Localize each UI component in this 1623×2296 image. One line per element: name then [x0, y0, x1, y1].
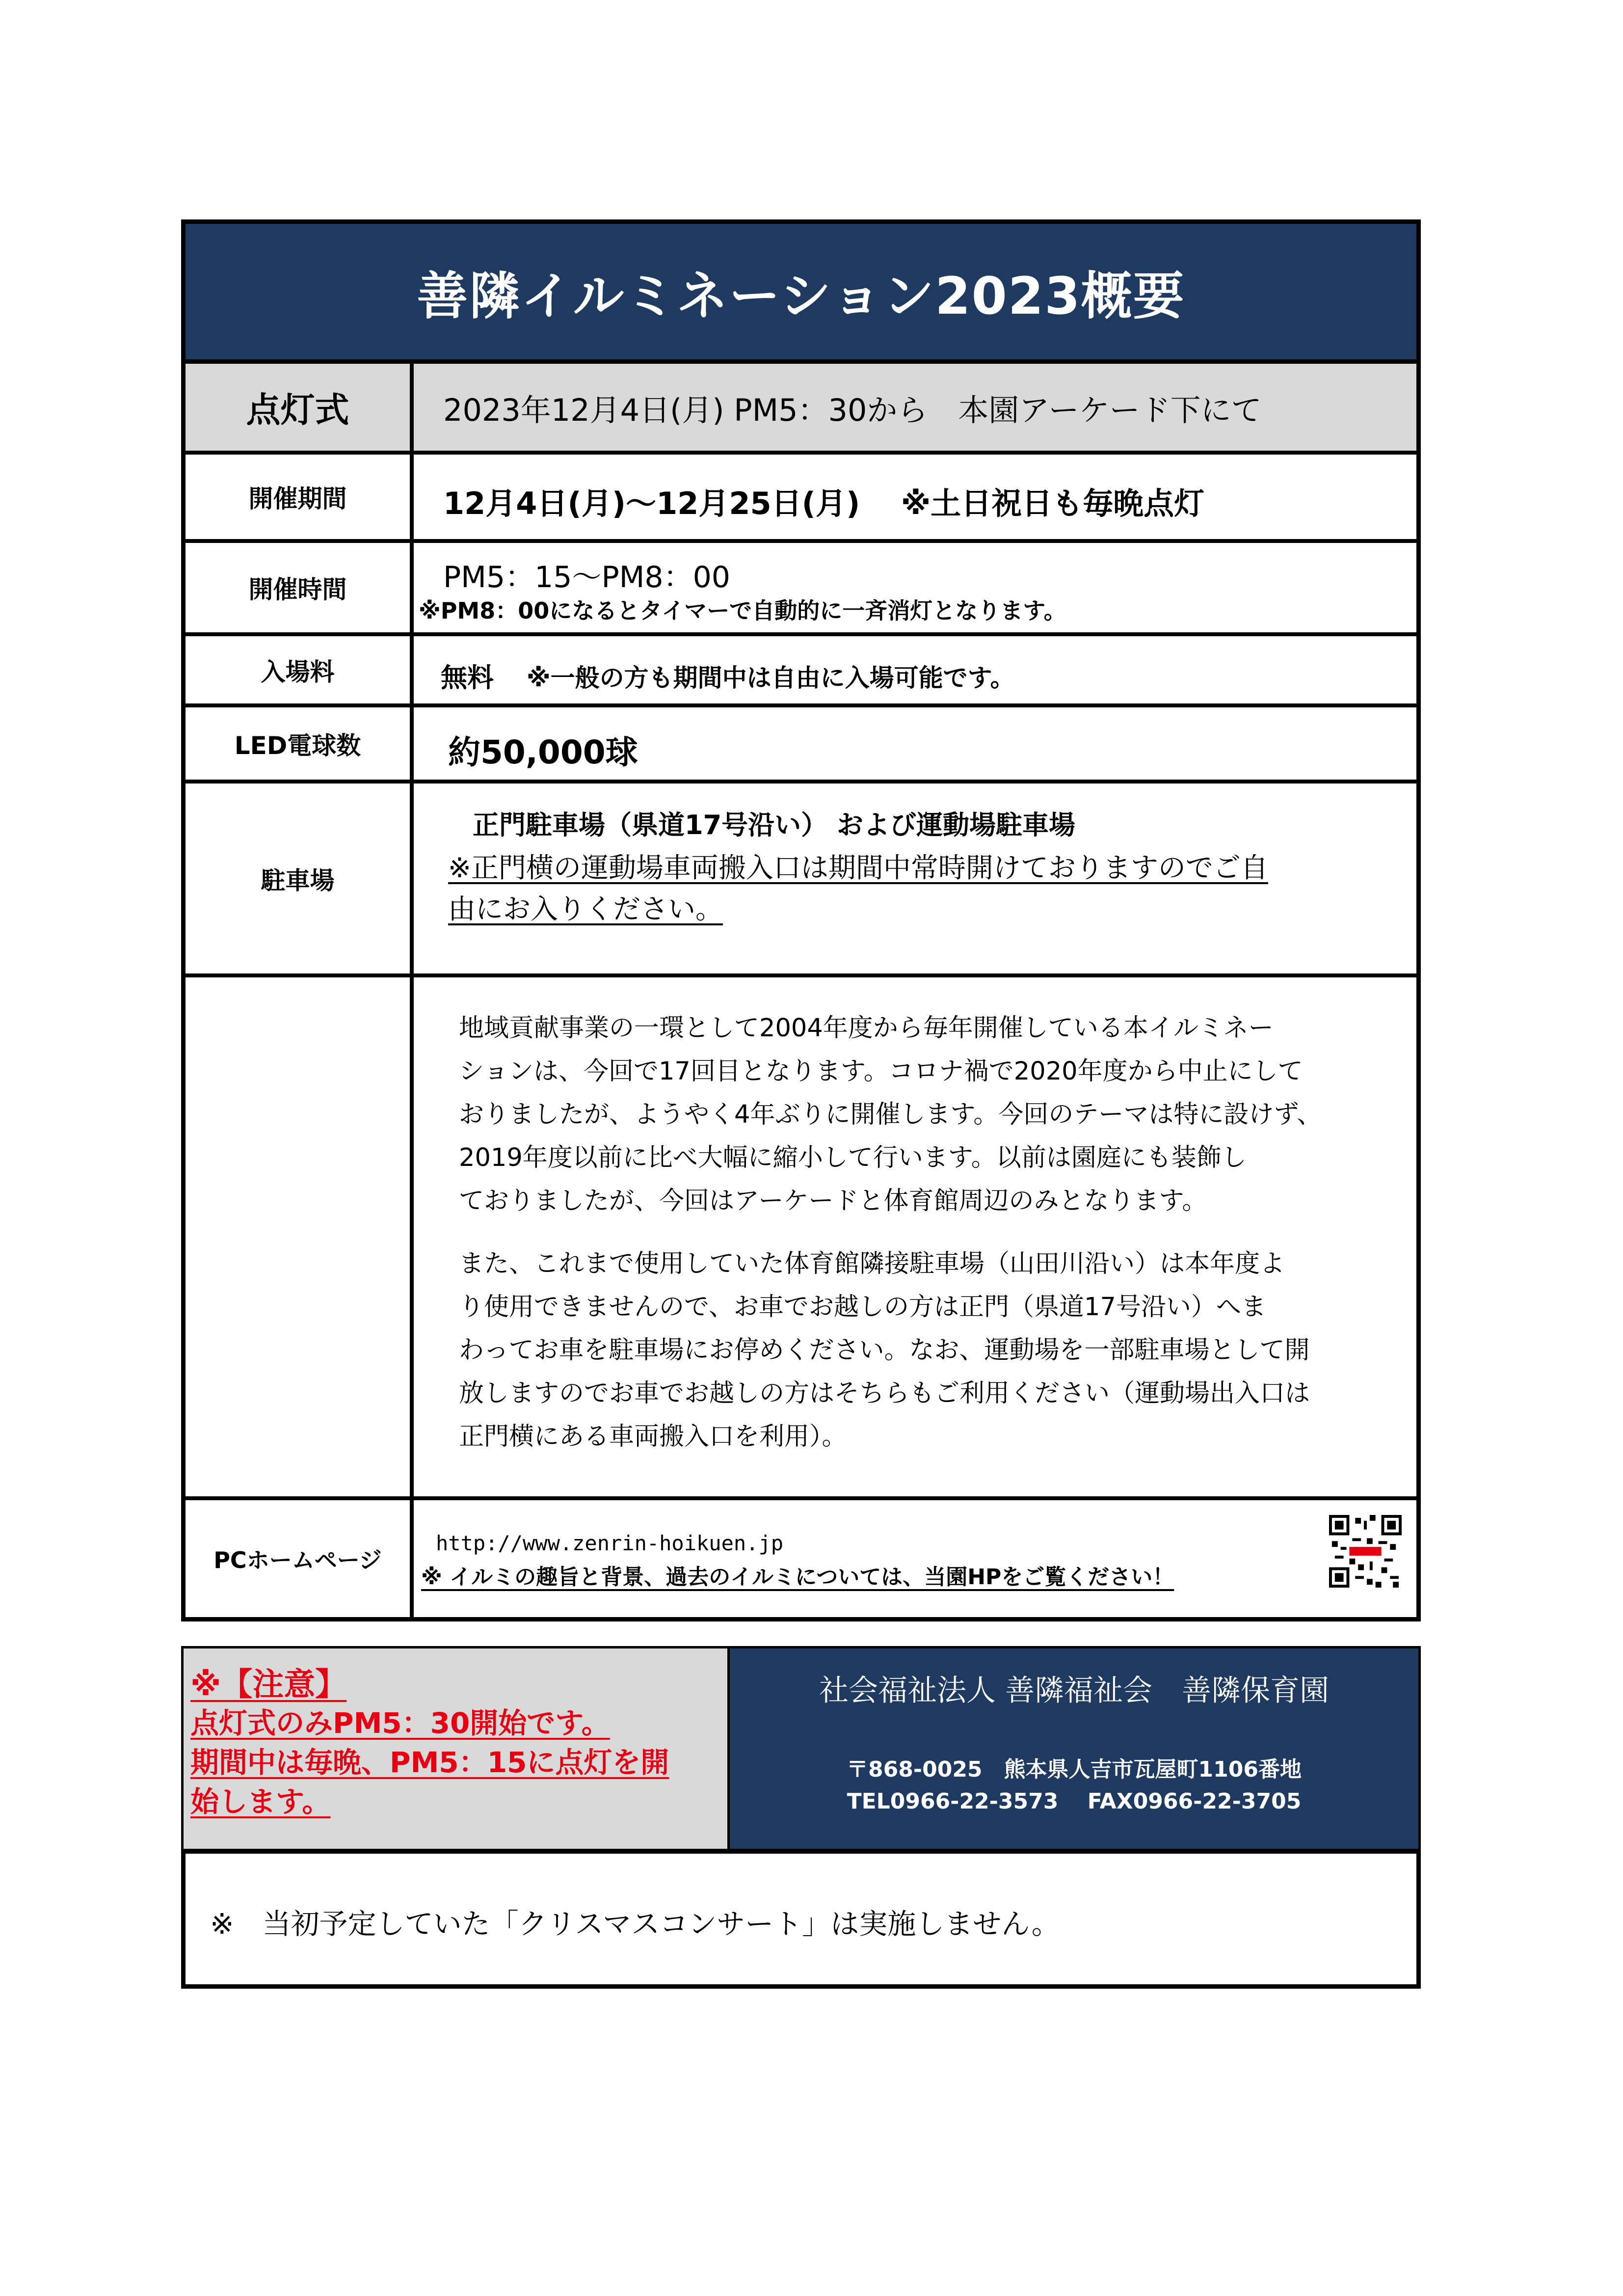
- fee-label: 入場料: [186, 636, 414, 703]
- parking-note-line: 由にお入りください。: [448, 893, 723, 925]
- row-parking: [186, 783, 1416, 977]
- description-paragraph-2: また、これまで使用していた体育館隣接駐車場（山田川沿い）は本年度よ り使用できませんので、お車でお越しの方は正門（県道17号沿い）へま わってお車を駐車場にお停めください。なお、運動場を一部駐車場として開 放しますのでお車でお越しの方はそちらもご利用ください（運動場出入口は 正門横にある車両搬入口を利用）。: [459, 1249, 1310, 1451]
- hours-note: ※PM8：00になるとタイマーで自動的に一斉消灯となります。: [419, 597, 1066, 624]
- concert-note-box: [181, 1851, 1421, 1989]
- homepage-label: PCホームページ: [186, 1500, 414, 1617]
- notice-box: [181, 1646, 730, 1851]
- description-paragraph-1: 地域貢献事業の一環として2004年度から毎年開催している本イルミネー ションは、今回で17回目となります。コロナ禍で2020年度から中止にして おりましたが、ようやく4年ぶりに開催します。今回のテーマは特に設けず、 2019年度以前に比べ大幅に縮小して行います。以前は園庭にも装飾し ておりましたが、今回はアーケードと体育館周辺のみとなります。: [459, 1014, 1322, 1216]
- fee-value: 無料: [441, 662, 494, 693]
- row-homepage: [186, 1500, 1416, 1617]
- homepage-note: ※ イルミの趣旨と背景、過去のイルミについては、当園HPをご覧ください！: [421, 1565, 1174, 1590]
- row-led: [186, 707, 1416, 783]
- notice-line: 点灯式のみPM5：30開始です。: [190, 1706, 610, 1740]
- organization-contact: TEL0966-22-3573 FAX0966-22-3705: [847, 1789, 1302, 1814]
- notice-line: 始します。: [190, 1785, 331, 1818]
- organization-name: 社会福祉法人 善隣福祉会 善隣保育園: [819, 1674, 1330, 1708]
- notice-line: 期間中は毎晩、PM5：15に点灯を開: [190, 1746, 669, 1779]
- row-fee: [186, 636, 1416, 707]
- row-hours: [186, 543, 1416, 636]
- organization-address: 〒868-0025 熊本県人吉市瓦屋町1106番地: [846, 1757, 1302, 1782]
- row-ceremony: [186, 364, 1416, 455]
- parking-label: 駐車場: [186, 783, 414, 973]
- page-title: 善隣イルミネーション2023概要: [186, 224, 1416, 364]
- homepage-link[interactable]: http://www.zenrin-hoikuen.jp: [436, 1531, 784, 1555]
- fee-note: ※一般の方も期間中は自由に入場可能です。: [527, 664, 1015, 692]
- row-description: [186, 977, 1416, 1500]
- led-value: 約50,000球: [448, 733, 638, 771]
- hours-label: 開催時間: [186, 543, 414, 632]
- period-label: 開催期間: [186, 455, 414, 539]
- ceremony-label: 点灯式: [186, 364, 414, 451]
- hours-value: PM5：15～PM8：00: [443, 560, 730, 594]
- notice-heading: ※【注意】: [190, 1667, 347, 1703]
- period-value: 12月4日(月)～12月25日(月) ※土日祝日も毎晩点灯: [443, 486, 1205, 521]
- row-period: [186, 455, 1416, 543]
- overview-table: [181, 219, 1421, 1621]
- concert-note: ※ 当初予定していた「クリスマスコンサート」は実施しません。: [210, 1907, 1060, 1941]
- organization-box: [730, 1646, 1421, 1851]
- qr-code-icon[interactable]: [1329, 1515, 1402, 1588]
- ceremony-value: 2023年12月4日(月) PM5：30から 本園アーケード下にて: [443, 392, 1262, 428]
- parking-value: 正門駐車場（県道17号沿い） および運動場駐車場: [473, 810, 1075, 840]
- parking-note-line: ※正門横の運動場車両搬入口は期間中常時開けておりますのでご自: [448, 852, 1268, 884]
- led-label: LED電球数: [186, 707, 414, 780]
